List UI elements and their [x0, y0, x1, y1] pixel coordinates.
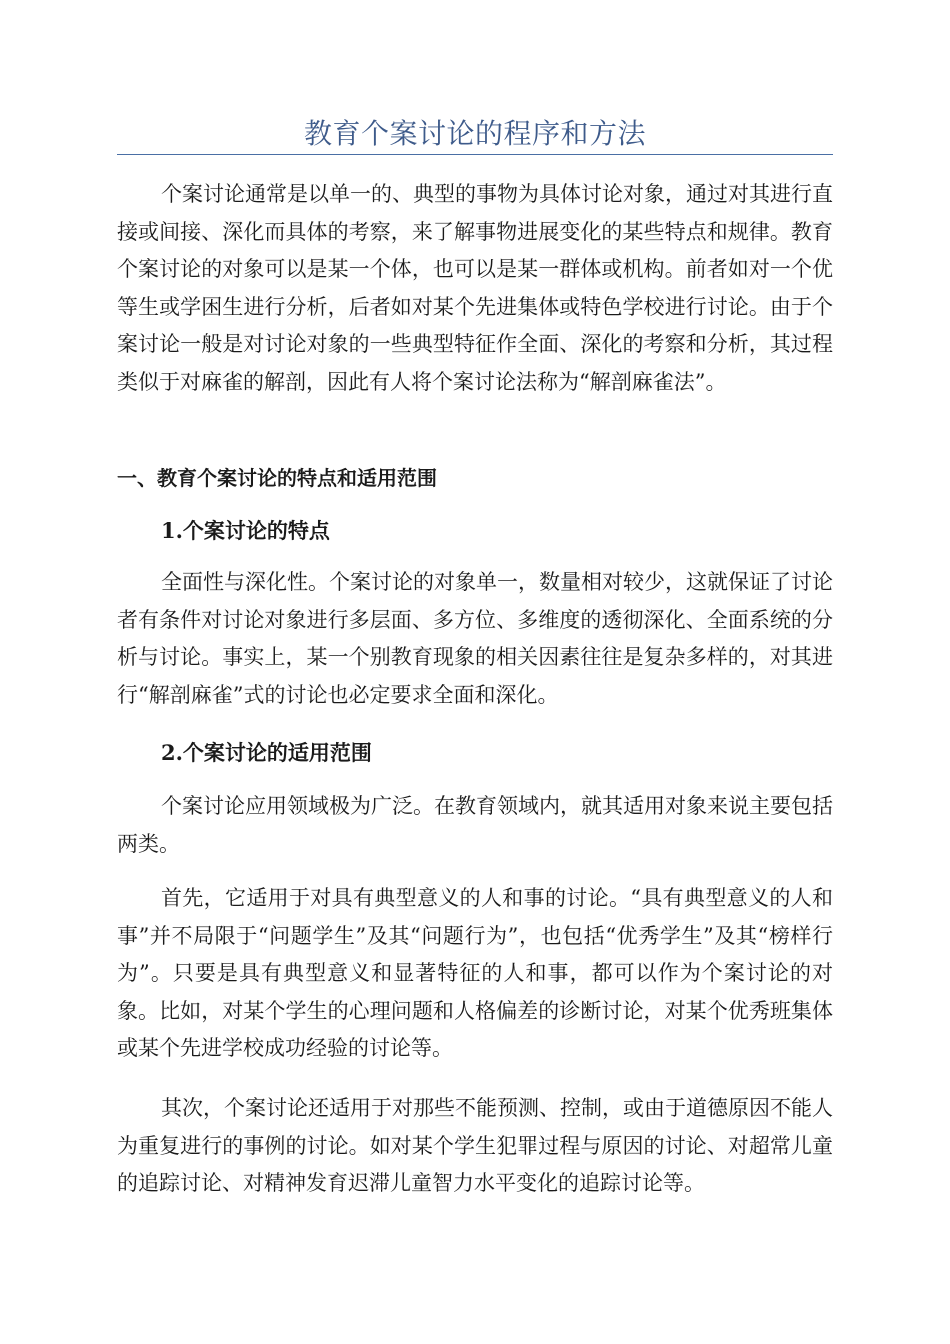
subsection-2-paragraph-1: 个案讨论应用领域极为广泛。在教育领域内，就其适用对象来说主要包括两类。 [117, 794, 833, 856]
intro-paragraph: 个案讨论通常是以单一的、典型的事物为具体讨论对象，通过对其进行直接或间接、深化而具体的考察，来了解事物进展变化的某些特点和规律。教育个案讨论的对象可以是某一个体，也可以是某一群体或机构。前者如对一个优等生或学困生进行分析，后者如对某个先进集体或特色学校进行讨论。由于个案讨论一般是对讨论对象的一些典型特征作全面、深化的考察和分析，其过程类似于对麻雀的解剖，因此有人将个案讨论法称为“解剖麻雀法”。 [117, 182, 833, 394]
document-title: 教育个案讨论的程序和方法 [303, 117, 646, 150]
title-underline [117, 154, 833, 155]
subsection-heading-2: 2.个案讨论的适用范围 [161, 740, 372, 765]
subsection-heading-1: 1.个案讨论的特点 [161, 518, 330, 543]
section-heading-1: 一、教育个案讨论的特点和适用范围 [117, 466, 437, 490]
subsection-1-paragraph: 全面性与深化性。个案讨论的对象单一，数量相对较少，这就保证了讨论者有条件对讨论对象进行多层面、多方位、多维度的透彻深化、全面系统的分析与讨论。事实上，某一个别教育现象的相关因素往往是复杂多样的，对其进行“解剖麻雀”式的讨论也必定要求全面和深化。 [117, 570, 833, 707]
subsection-2-paragraph-2: 首先，它适用于对具有典型意义的人和事的讨论。“具有典型意义的人和事”并不局限于“问题学生”及其“问题行为”，也包括“优秀学生”及其“榜样行为”。只要是具有典型意义和显著特征的人和事，都可以作为个案讨论的对象。比如，对某个学生的心理问题和人格偏差的诊断讨论，对某个优秀班集体或某个先进学校成功经验的讨论等。 [117, 886, 833, 1060]
subsection-2-paragraph-3: 其次，个案讨论还适用于对那些不能预测、控制，或由于道德原因不能人为重复进行的事例的讨论。如对某个学生犯罪过程与原因的讨论、对超常儿童的追踪讨论、对精神发育迟滞儿童智力水平变化的追踪讨论等。 [117, 1096, 833, 1195]
